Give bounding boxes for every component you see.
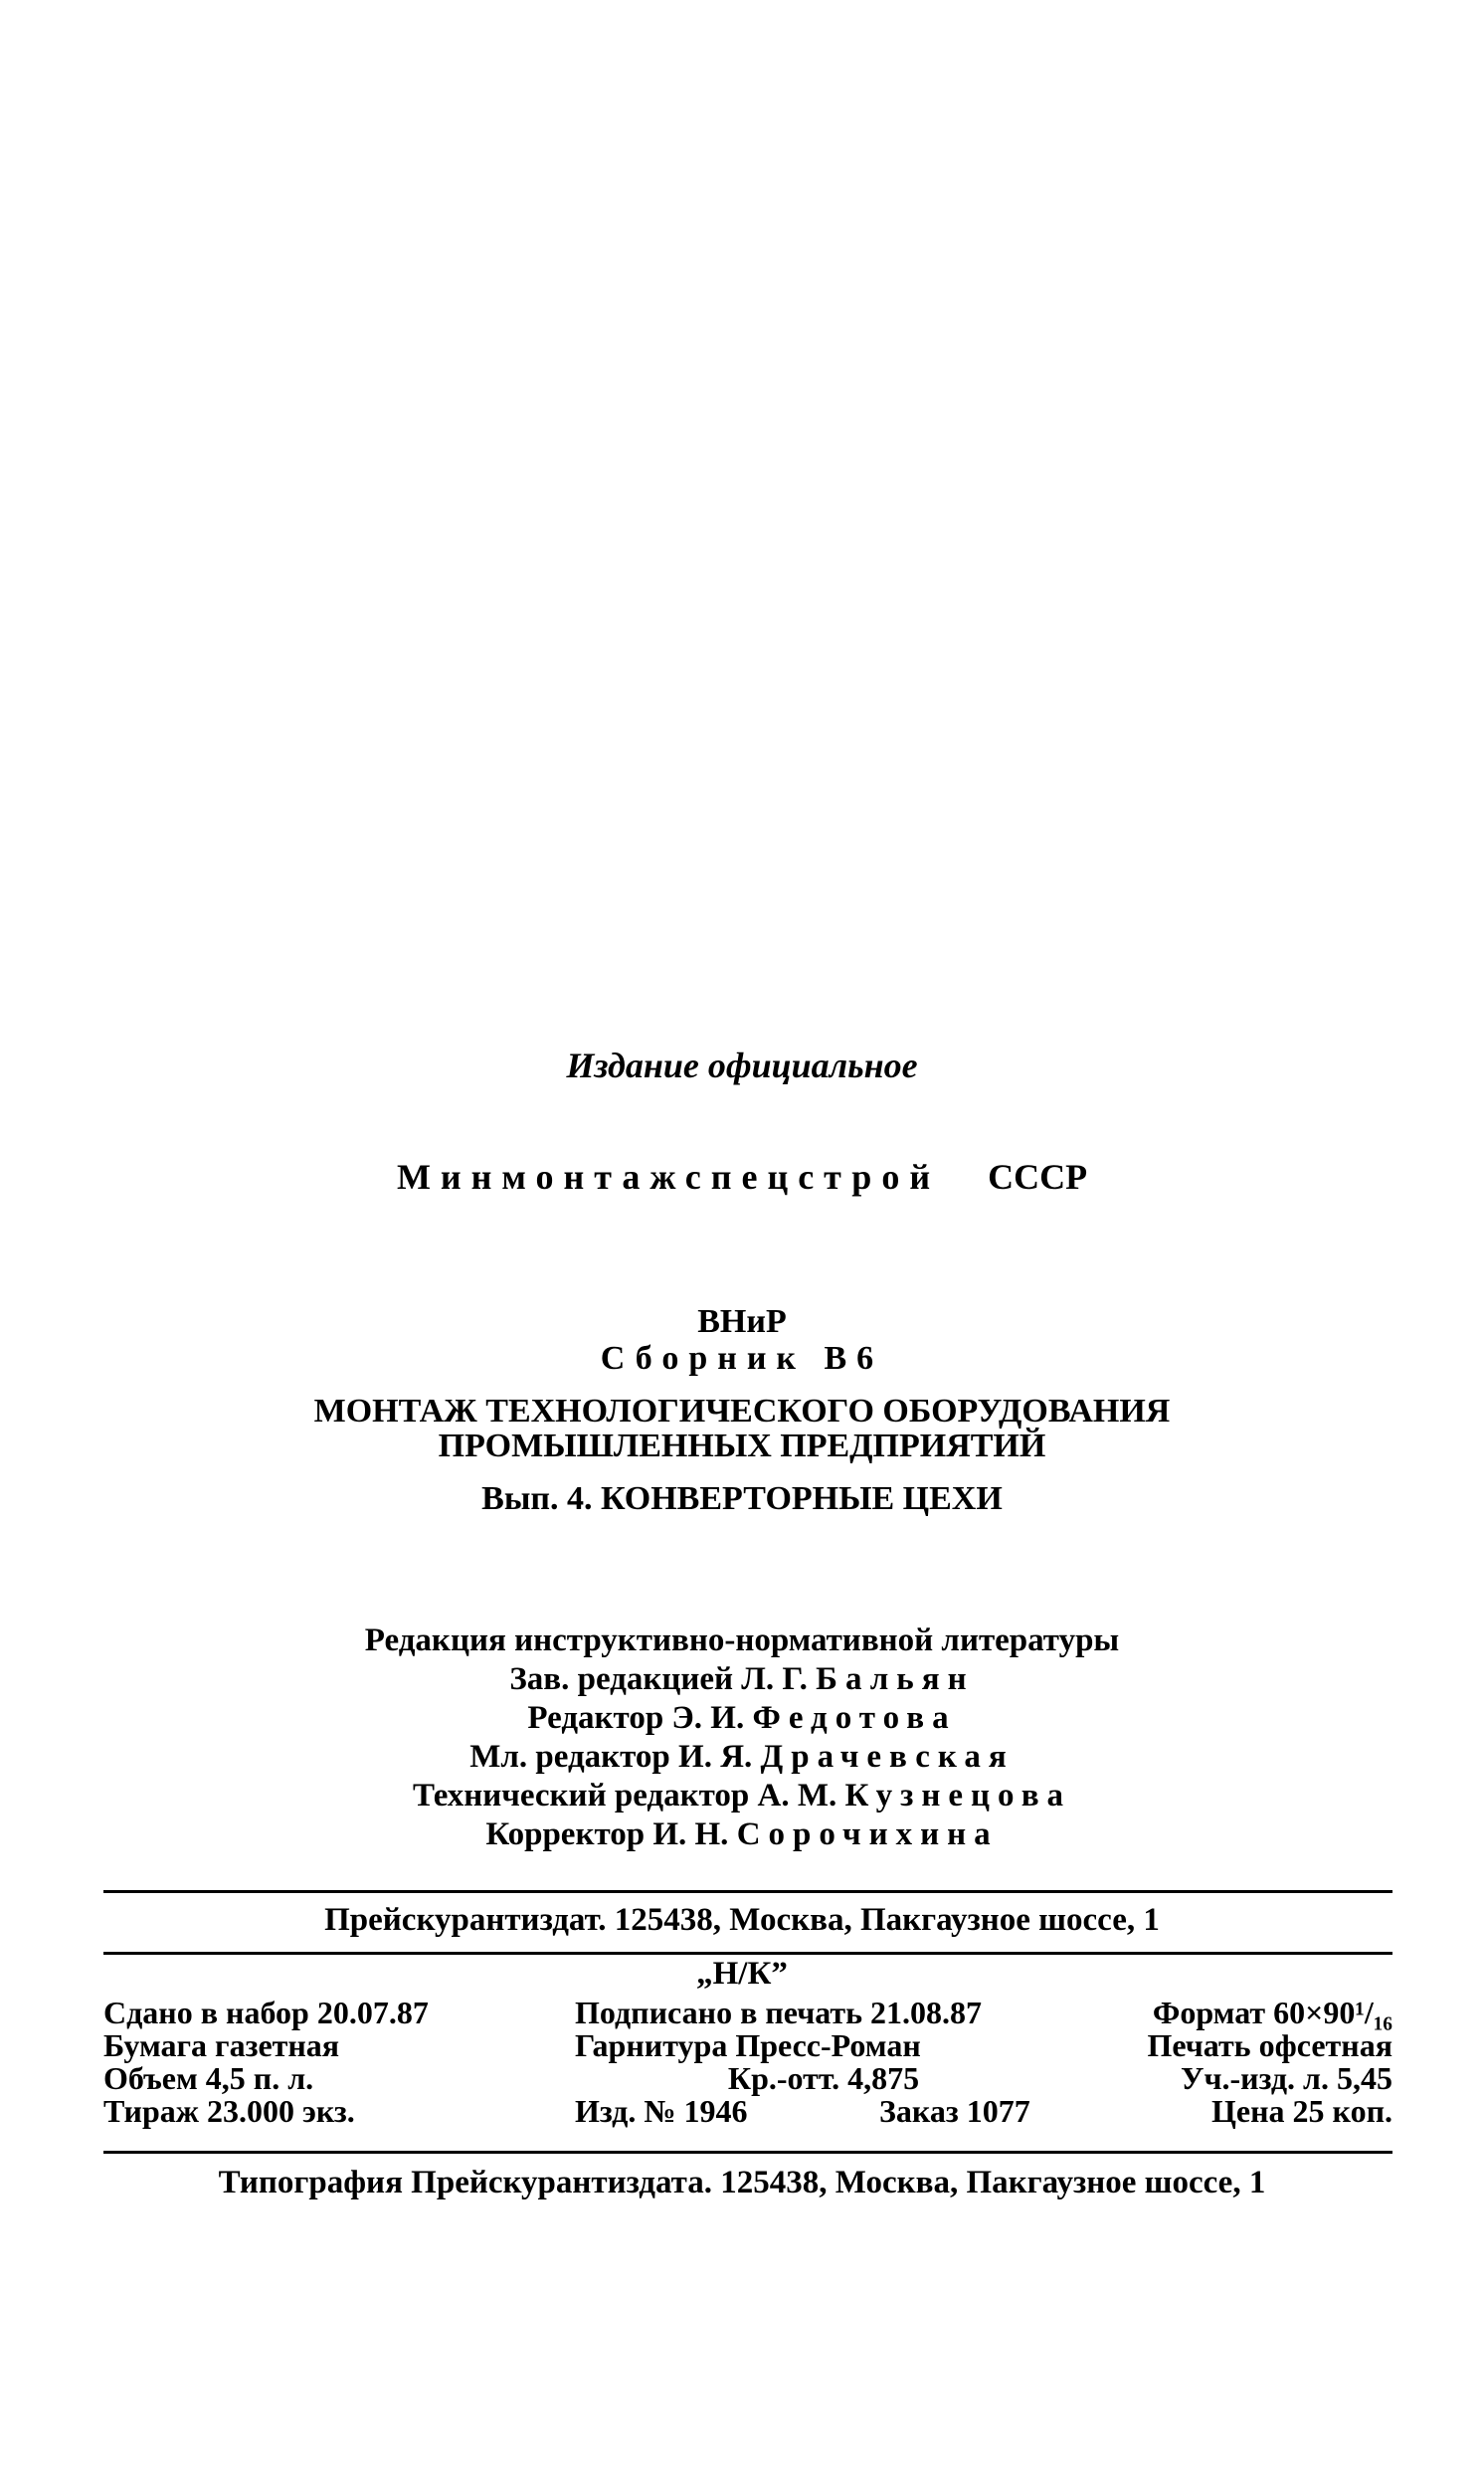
credits-block (0, 1622, 1484, 1854)
credit-junior-editor (0, 1738, 1484, 1777)
edit-sheets: Уч.-изд. л. 5,45 (1180, 2060, 1392, 2096)
price: Цена 25 коп. (1211, 2093, 1392, 2129)
credit-name: Кузнецова (844, 1778, 1072, 1814)
imprint-row (103, 2029, 1392, 2062)
typeset-date: Сдано в набор 20.07.87 (103, 1995, 429, 2030)
typeface: Гарнитура Пресс-Роман (575, 2027, 921, 2063)
title-line-2: ПРОМЫШЛЕННЫХ ПРЕДПРИЯТИЙ (438, 1428, 1046, 1464)
order-number: Заказ 1077 (879, 2093, 1030, 2129)
credit-role: Редактор Э. И. (527, 1700, 745, 1736)
credit-role: Зав. редакцией Л. Г. (509, 1661, 808, 1697)
format: Формат 60×90¹/₁₆ (1152, 1995, 1392, 2030)
publication-number: Изд. № 1946 (575, 2093, 748, 2129)
collection-number: Сборник В6 (600, 1340, 884, 1377)
volume: Объем 4,5 п. л. (103, 2060, 314, 2096)
credit-name: Бальян (816, 1661, 975, 1697)
credit-head-editor (0, 1660, 1484, 1699)
credit-role: Мл. редактор И. Я. (469, 1739, 753, 1775)
document-type: ВНиР (697, 1303, 787, 1340)
divider-middle (103, 1952, 1392, 1955)
imprint-table (103, 1997, 1392, 2128)
imprint-row (103, 2095, 1392, 2128)
publisher-address: Прейскурантиздат. 125438, Москва, Пакгаузное шоссе, 1 (324, 1902, 1160, 1938)
paper: Бумага газетная (103, 2027, 340, 2063)
credit-proofreader (0, 1815, 1484, 1854)
imprint-row (103, 2062, 1392, 2095)
credit-editor (0, 1699, 1484, 1738)
official-edition-note: Издание официальное (566, 1046, 918, 1085)
nk-mark: „Н/К” (696, 1956, 788, 1992)
ministry-country: СССР (988, 1157, 1088, 1197)
print-type: Печать офсетная (1147, 2027, 1392, 2063)
credit-name: Драчевская (760, 1739, 1015, 1775)
title-line-1: МОНТАЖ ТЕХНОЛОГИЧЕСКОГО ОБОРУДОВАНИЯ (313, 1393, 1171, 1430)
divider-top (103, 1890, 1392, 1893)
credit-tech-editor (0, 1777, 1484, 1815)
imprint-row (103, 1997, 1392, 2029)
divider-bottom (103, 2151, 1392, 2154)
printer-address: Типография Прейскурантиздата. 125438, Москва, Пакгаузное шоссе, 1 (218, 2165, 1266, 2200)
credit-role: Корректор И. Н. (485, 1816, 729, 1852)
edition-name: Редакция инструктивно-нормативной литературы (364, 1623, 1120, 1658)
ministry-line (0, 1156, 1484, 1198)
signed-date: Подписано в печать 21.08.87 (575, 1995, 983, 2030)
circulation: Тираж 23.000 экз. (103, 2093, 355, 2129)
ministry-name: Минмонтажспецстрой (396, 1157, 941, 1197)
credit-role: Технический редактор А. М. (412, 1778, 837, 1814)
issue-title: Вып. 4. КОНВЕРТОРНЫЕ ЦЕХИ (481, 1480, 1003, 1517)
credit-name: Сорочихина (736, 1816, 999, 1852)
credit-name: Федотова (752, 1700, 957, 1736)
color-prints: Кр.-отт. 4,875 (727, 2060, 920, 2096)
